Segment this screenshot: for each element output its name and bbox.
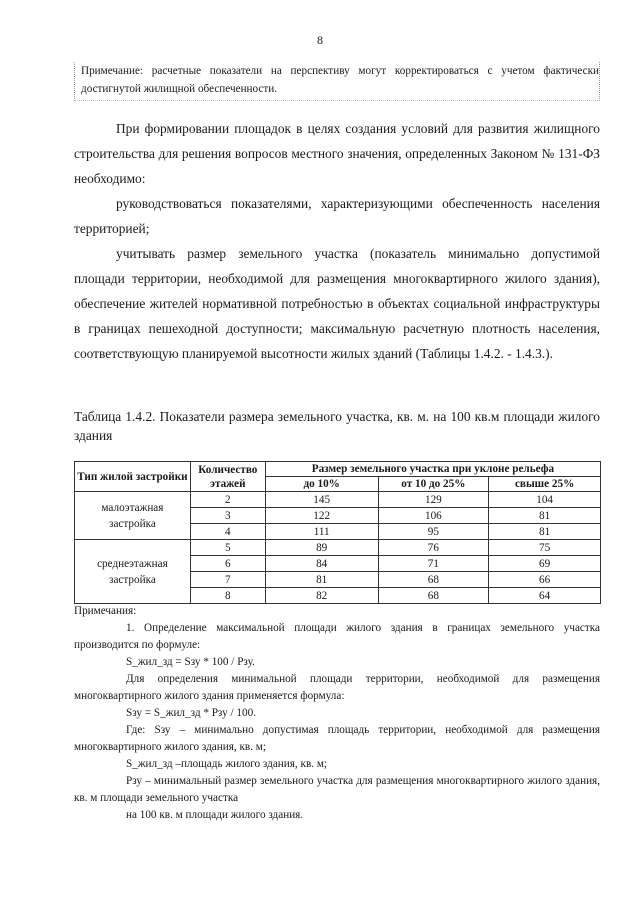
- value-cell: 68: [378, 572, 489, 588]
- note-2: Для определения минимальной площади территории, необходимой для размещения многоквартирного жилого здания применяется формула:: [74, 673, 600, 702]
- value-cell: 64: [489, 588, 601, 604]
- value-cell: 104: [489, 492, 601, 508]
- notes-section: [74, 603, 600, 824]
- value-cell: 89: [265, 540, 378, 556]
- table-row: [75, 492, 601, 508]
- value-cell: 111: [265, 524, 378, 540]
- value-cell: 145: [265, 492, 378, 508]
- value-cell: 122: [265, 508, 378, 524]
- definition-rzu: Рзу – минимальный размер земельного участка для размещения многоквартирного жилого здания, кв. м площади земельного участка: [74, 775, 600, 804]
- floors-cell: 7: [190, 572, 265, 588]
- value-cell: 129: [378, 492, 489, 508]
- value-cell: 81: [265, 572, 378, 588]
- value-cell: 84: [265, 556, 378, 572]
- floors-cell: 8: [190, 588, 265, 604]
- land-plot-table: [74, 461, 601, 604]
- header-slope-1: до 10%: [265, 477, 378, 492]
- value-cell: 82: [265, 588, 378, 604]
- notes-heading: Примечания:: [74, 605, 137, 617]
- floors-cell: 6: [190, 556, 265, 572]
- value-cell: 76: [378, 540, 489, 556]
- value-cell: 106: [378, 508, 489, 524]
- note-text: Примечание: расчетные показатели на перспективу могут корректироваться с учетом фактически достигнутой жилищной обеспеченности.: [81, 65, 599, 95]
- header-size-group: Размер земельного участка при уклоне рельефа: [265, 462, 600, 477]
- floors-cell: 3: [190, 508, 265, 524]
- floors-cell: 5: [190, 540, 265, 556]
- header-type: Тип жилой застройки: [75, 462, 191, 492]
- value-cell: 95: [378, 524, 489, 540]
- header-slope-3: свыше 25%: [489, 477, 601, 492]
- table-row: [75, 540, 601, 556]
- table-caption: Таблица 1.4.2. Показатели размера земельного участка, кв. м. на 100 кв.м площади жилого здания: [74, 409, 600, 443]
- floors-cell: 4: [190, 524, 265, 540]
- value-cell: 71: [378, 556, 489, 572]
- header-floors: Количество этажей: [190, 462, 265, 492]
- value-cell: 75: [489, 540, 601, 556]
- definition-rzu-tail: на 100 кв. м площади жилого здания.: [126, 809, 304, 821]
- note-1: 1. Определение максимальной площади жилого здания в границах земельного участка производится по формуле:: [74, 622, 600, 651]
- paragraph-item-1: руководствоваться показателями, характеризующими обеспеченность населения территорией;: [74, 196, 600, 236]
- value-cell: 66: [489, 572, 601, 588]
- value-cell: 69: [489, 556, 601, 572]
- paragraph-intro: При формировании площадок в целях создания условий для развития жилищного строительства для решения вопросов местного значения, определенных Законом № 131-ФЗ необходимо:: [74, 121, 600, 186]
- type-cell: среднеэтажная застройка: [75, 540, 191, 604]
- paragraph-item-2: учитывать размер земельного участка (показатель минимально допустимой площади территории, необходимой для размещения многоквартирного жилого здания), обеспечение жителей нормативной потребностью в объектах социальной инфраструктуры в границах пешеходной доступности; максимальную расчетную плотность населения, соответствующую планируемой высотности жилых зданий (Таблицы 1.4.2. - 1.4.3.).: [74, 246, 600, 361]
- note-box: [74, 62, 600, 101]
- page-number: 8: [317, 33, 323, 47]
- definition-s-zhil: S_жил_зд –площадь жилого здания, кв. м;: [126, 758, 328, 770]
- value-cell: 81: [489, 524, 601, 540]
- floors-cell: 2: [190, 492, 265, 508]
- formula-2: Sзу = S_жил_зд * Рзу / 100.: [126, 707, 256, 719]
- definition-szu: Где: Sзу – минимально допустимая площадь территории, необходимой для размещения многоквартирного жилого здания, кв. м;: [74, 724, 600, 753]
- type-cell: малоэтажная застройка: [75, 492, 191, 540]
- formula-1: S_жил_зд = Sзу * 100 / Рзу.: [126, 656, 255, 668]
- header-slope-2: от 10 до 25%: [378, 477, 489, 492]
- value-cell: 68: [378, 588, 489, 604]
- value-cell: 81: [489, 508, 601, 524]
